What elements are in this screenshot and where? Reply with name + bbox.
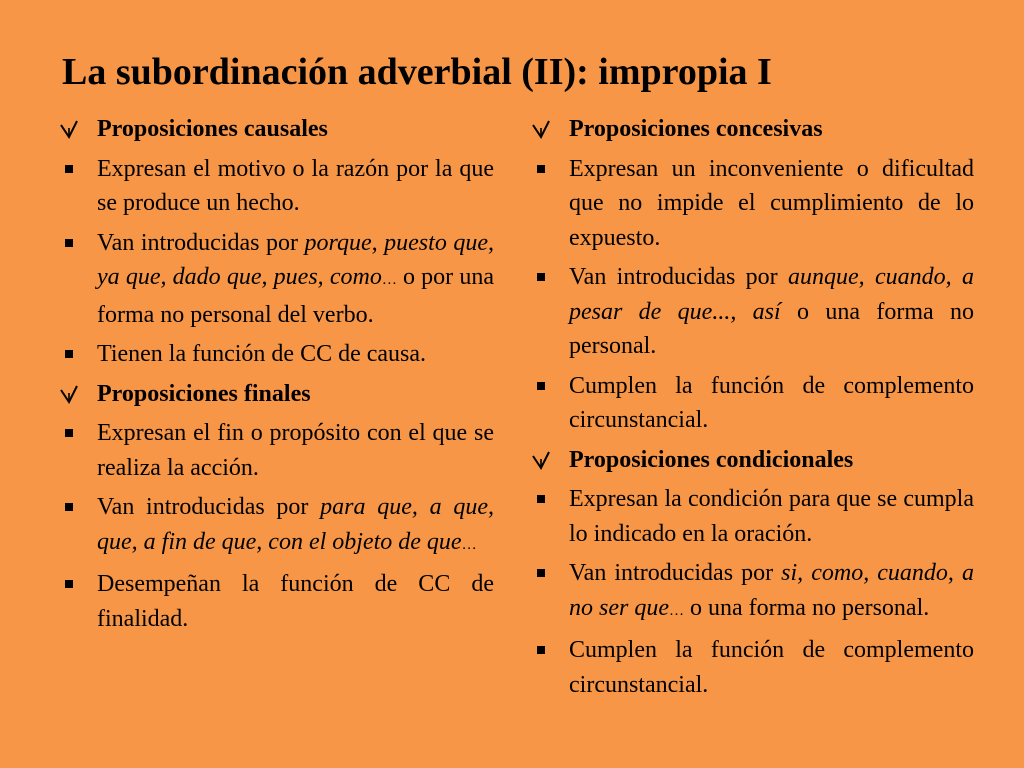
finales-bullet-1-text: Expresan el fin o propósito con el que se realiza la acción. [97, 420, 494, 481]
causales-bullet-2 [58, 226, 494, 333]
square-bullet-icon [58, 567, 80, 601]
square-bullet-icon [530, 482, 552, 516]
causales-bullet-2-tail: o por una forma no personal del verbo. [97, 264, 494, 328]
square-bullet-icon [58, 226, 80, 260]
square-bullet-icon [58, 337, 80, 371]
square-bullet-icon [530, 152, 552, 186]
left-column [58, 112, 494, 641]
arrow-checkmark-icon [530, 112, 552, 146]
arrow-checkmark-icon [58, 112, 80, 146]
finales-heading-text: Proposiciones finales [97, 380, 311, 407]
causales-heading [58, 112, 494, 147]
concesivas-bullet-2-text: Van introducidas por [569, 264, 788, 290]
square-bullet-icon [530, 556, 552, 590]
causales-bullet-1 [58, 152, 494, 221]
condicionales-bullet-1 [530, 482, 974, 551]
concesivas-bullet-1 [530, 152, 974, 256]
causales-ellipsis: … [381, 272, 397, 288]
causales-heading-text: Proposiciones causales [97, 116, 328, 142]
causales-bullet-2-text: Van introducidas por [97, 229, 305, 256]
finales-heading [58, 377, 494, 412]
concesivas-heading [530, 112, 974, 147]
concesivas-bullet-3-text: Cumplen la función de complemento circunstancial. [569, 372, 974, 433]
concesivas-bullet-3 [530, 369, 974, 438]
condicionales-bullet-3 [530, 633, 974, 702]
causales-bullet-3 [58, 337, 494, 372]
finales-ellipsis: … [461, 536, 477, 553]
square-bullet-icon [530, 369, 552, 403]
finales-conjunctions: para que, a que, que, a fin de que, con el objeto de que [97, 494, 494, 555]
finales-bullet-2-text: Van introducidas por [97, 494, 321, 520]
causales-bullet-1-text: Expresan el motivo o la razón por la que se produce un hecho. [97, 155, 494, 216]
finales-bullet-3 [58, 567, 494, 636]
concesivas-bullet-2 [530, 260, 974, 364]
condicionales-bullet-3-text: Cumplen la función de complemento circunstancial. [569, 637, 974, 698]
causales-conjunctions: porque, puesto que, ya que, dado que, pues, como [97, 229, 494, 290]
condicionales-conjunctions: si, como, cuando, a no ser que [569, 560, 974, 621]
concesivas-bullet-1-text: Expresan un inconveniente o dificultad que no impide el cumplimiento de lo expuesto. [569, 155, 974, 251]
square-bullet-icon [58, 490, 80, 524]
arrow-checkmark-icon [58, 377, 80, 411]
condicionales-ellipsis: … [668, 602, 684, 619]
square-bullet-icon [530, 633, 552, 667]
condicionales-heading [530, 443, 974, 478]
condicionales-bullet-2-text: Van introducidas por [569, 560, 782, 586]
condicionales-bullet-2-tail: o una forma no personal. [683, 594, 930, 621]
concesivas-conjunctions: aunque, cuando, a pesar de que..., así [569, 264, 974, 325]
condicionales-bullet-2 [530, 556, 974, 628]
finales-bullet-3-text: Desempeñan la función de CC de finalidad. [97, 571, 494, 632]
concesivas-bullet-2-tail: o una forma no personal. [569, 298, 974, 359]
square-bullet-icon [530, 260, 552, 294]
causales-bullet-3-text: Tienen la función de CC de causa. [97, 341, 427, 367]
finales-bullet-2 [58, 490, 494, 562]
slide-title: La subordinación adverbial (II): impropia I [62, 51, 772, 93]
square-bullet-icon [58, 152, 80, 186]
concesivas-heading-text: Proposiciones concesivas [569, 116, 823, 142]
square-bullet-icon [58, 416, 80, 450]
arrow-checkmark-icon [530, 443, 552, 477]
condicionales-bullet-1-text: Expresan la condición para que se cumpla lo indicado en la oración. [569, 486, 974, 547]
right-column [530, 112, 974, 707]
finales-bullet-1 [58, 416, 494, 485]
condicionales-heading-text: Proposiciones condicionales [569, 446, 854, 473]
